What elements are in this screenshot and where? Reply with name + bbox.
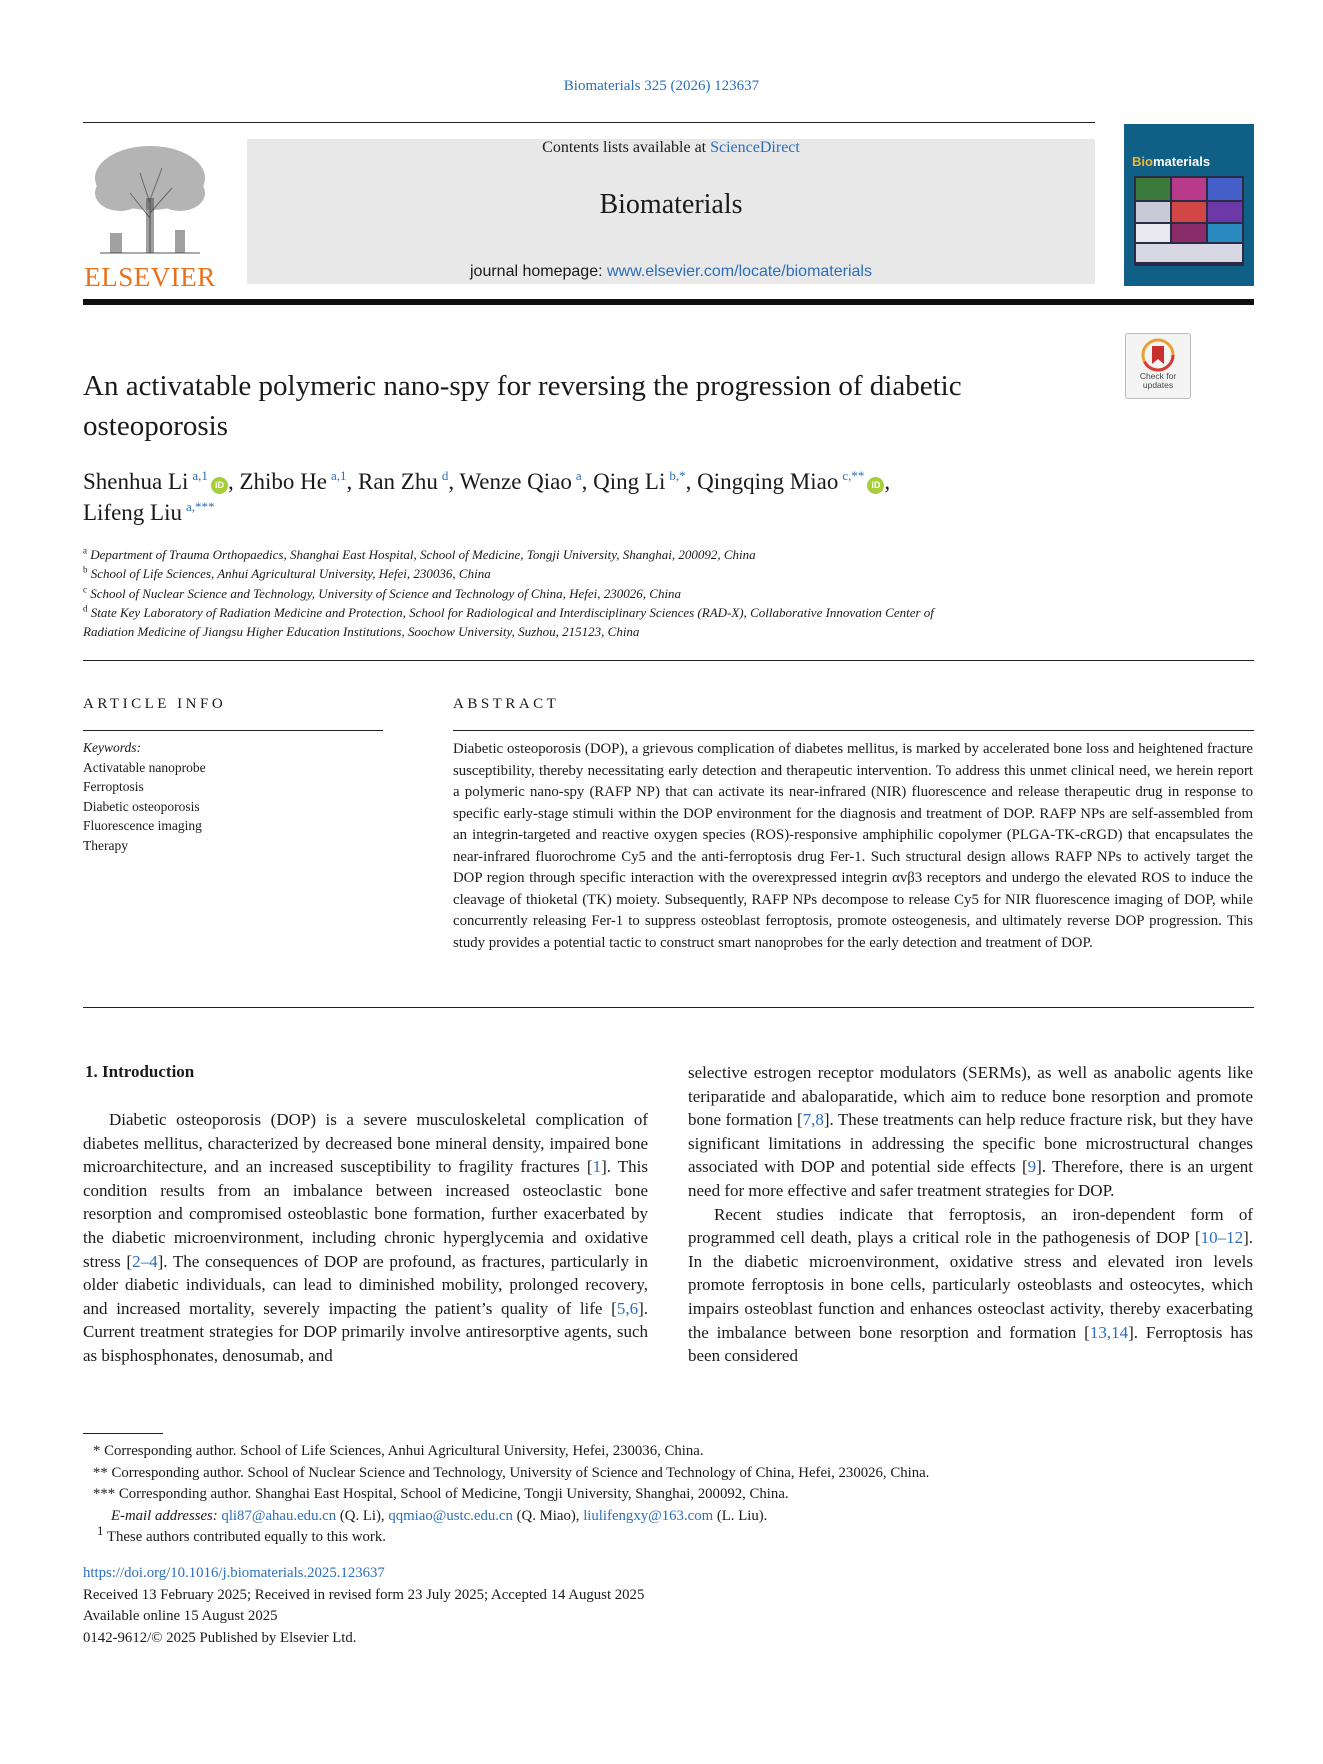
footnote-marker: *** [93, 1486, 119, 1502]
available-online-date: Available online 15 August 2025 [83, 1608, 278, 1624]
keywords-label: Keywords: [83, 740, 141, 755]
abstract-heading: ABSTRACT [453, 696, 560, 712]
author-separator: , [448, 469, 460, 494]
affiliation-item [83, 564, 1183, 583]
publication-info [83, 1563, 1183, 1649]
author-list [83, 466, 1143, 528]
affiliation-item [83, 584, 1183, 603]
body-text: ]. These treatments can help reduce fracture risk, but they have significant limitations in addressing the specific bone microstructural changes associated with DOP and potential side effects [ [688, 1110, 1253, 1177]
cover-title: Biomaterials [1132, 154, 1211, 169]
abstract-text: Diabetic osteoporosis (DOP), a grievous complication of diabetes mellitus, is marked by accelerated bone loss and heightened fracture susceptibility, thereby necessitating early detection and therapeutic intervention. To address this unmet clinical need, we herein report a polymeric nano-spy (RAFP NP) that can activate its near-infrared (NIR) fluorescence and release therapeutic drug in response to specific early-stage stimuli within the DOP environment for the diagnosis and treatment of DOP. RAFP NPs are self-assembled from an integrin-targeted and reactive oxygen species (ROS)-responsive amphiphilic copolymer (PLGA-TK-cRGD) that encapsulates the near-infrared fluorochrome Cy5 and the anti-ferroptosis drug Fer-1. Such structural design allows RAFP NPs to actively target the DOP region through specific interaction with the overexpressed integrin αvβ3 receptors and undergo the elevated ROS to induce the cleavage of thioketal (TK) moiety. Subsequently, RAFP NPs decompose to release Cy5 for NIR fluorescence imaging of DOP, while concurrently releasing Fer-1 to suppress osteoblast ferroptosis, promote osteogenesis, and ultimately reverse DOP progression. This study provides a potential tactic to construct smart nanoprobes for the early detection and treatment of DOP. [453, 741, 1253, 951]
journal-cover-thumbnail[interactable] [1124, 124, 1254, 286]
author-separator: , [227, 469, 240, 494]
author-separator: , [346, 469, 358, 494]
introduction-heading: 1. Introduction [85, 1062, 195, 1081]
body-text: selective estrogen receptor modulators (SERMs), as well as anabolic agents like teriparatide and abaloparatide, which aim to reduce bone resorption and promote bone formation [ [688, 1063, 1253, 1130]
affiliation-item [83, 622, 1183, 641]
journal-homepage-line [247, 263, 1095, 281]
footnote-text: Corresponding author. School of Nuclear Science and Technology, University of Science and Technology of China, Hefei, 230026, China. [111, 1464, 930, 1481]
author-affiliation-marker[interactable]: b,* [669, 468, 686, 484]
article-title: An activatable polymeric nano-spy for reversing the progression of diabetic osteoporosis [83, 370, 962, 442]
email-link[interactable]: qqmiao@ustc.edu.cn [388, 1507, 513, 1524]
keyword-item: Diabetic osteoporosis [83, 798, 200, 814]
keywords-block [83, 738, 206, 855]
author-affiliation-marker[interactable]: a,*** [186, 499, 215, 515]
body-text: ]. This condition results from an imbalance between increased osteoclastic bone resorption and compromised osteoblastic bone formation, further exacerbated by the diabetic microenvironment, including chronic hyperglycemia and oxidative stress [ [83, 1157, 649, 1271]
email-owner: (L. Liu). [713, 1507, 768, 1524]
footnotes-block [83, 1441, 1253, 1549]
reference-link[interactable]: 5,6 [616, 1298, 639, 1318]
author-affiliation-marker[interactable]: a [575, 468, 582, 484]
author-name[interactable]: Qingqing Miao [697, 469, 839, 494]
abstract-end-rule [83, 1007, 1254, 1008]
affiliation-item [83, 545, 1183, 564]
copyright-line: 0142-9612/© 2025 Published by Elsevier Ltd. [83, 1629, 357, 1646]
intro-paragraph-1 [83, 1108, 648, 1368]
reference-link[interactable]: 1 [592, 1157, 602, 1177]
author-name[interactable]: Zhibo He [239, 469, 327, 494]
affiliation-text: School of Life Sciences, Anhui Agricultural University, Hefei, 230036, China [87, 566, 491, 582]
body-text: ]. The consequences of DOP are profound, as fractures, particularly in older diabetic individuals, can lead to diminished mobility, prolonged recovery, and increased mortality, severely impacting the patient’s quality of life [ [83, 1251, 648, 1318]
email-addresses [83, 1506, 1253, 1528]
author-affiliation-marker[interactable]: c,** [842, 468, 865, 484]
affiliation-text: School of Nuclear Science and Technology, University of Science and Technology of China, Hefei, 230026, China [87, 585, 682, 601]
intro-paragraph-2 [688, 1203, 1253, 1368]
equal-contribution-note [83, 1523, 1253, 1549]
elsevier-wordmark: ELSEVIER [84, 262, 216, 292]
article-info-rule [83, 730, 383, 731]
body-text: ]. Current treatment strategies for DOP primarily involve antiresorptive agents, such as bisphosphonates, denosumab, and [83, 1298, 648, 1365]
author-separator: , [884, 469, 891, 494]
footnote-text: Corresponding author. Shanghai East Hospital, School of Medicine, Tongji University, Shanghai, 200092, China. [118, 1486, 789, 1502]
affiliation-text: Radiation Medicine of Jiangsu Higher Education Institutions, Soochow University, Suzhou, 215123, China [83, 624, 640, 640]
journal-masthead [247, 139, 1095, 284]
reference-link[interactable]: 2–4 [132, 1251, 158, 1271]
affiliation-marker: a [83, 545, 87, 556]
author-name[interactable]: Qing Li [593, 469, 666, 494]
body-text: ]. Therefore, there is an urgent need for more effective and safer treatment strategies for DOP. [688, 1157, 1253, 1200]
homepage-prefix: journal homepage: [470, 263, 607, 280]
header-thick-rule [83, 299, 1254, 305]
keyword-item: Fluorescence imaging [83, 818, 202, 833]
author-separator: , [581, 469, 594, 494]
footnote-text: Corresponding author. School of Life Sciences, Anhui Agricultural University, Hefei, 230036, China. [104, 1443, 704, 1459]
affiliation-marker: c [83, 584, 87, 595]
check-for-updates-label: Check for updates [1139, 371, 1177, 390]
header-top-rule [83, 122, 1095, 123]
journal-homepage-link[interactable]: www.elsevier.com/locate/biomaterials [606, 263, 872, 280]
footnote-rule [83, 1433, 163, 1434]
affiliation-list [83, 545, 1183, 641]
footnote-text: These authors contributed equally to this work. [103, 1529, 386, 1545]
cover-figure-graphic [1124, 124, 1254, 286]
email-link[interactable]: qli87@ahau.edu.cn [221, 1507, 337, 1524]
email-link[interactable]: liulifengxy@163.com [583, 1507, 714, 1524]
body-column-left [83, 1108, 648, 1368]
author-separator: , [685, 469, 698, 494]
reference-link[interactable]: 9 [1027, 1157, 1037, 1177]
check-for-updates-badge[interactable] [1125, 333, 1191, 399]
keyword-item: Ferroptosis [83, 779, 144, 794]
corresponding-author-note [83, 1484, 1253, 1506]
contents-available-line [247, 139, 1095, 157]
orcid-icon[interactable]: iD [211, 477, 228, 494]
footnote-marker: * [93, 1443, 105, 1459]
author-affiliation-marker[interactable]: a,1 [192, 468, 208, 484]
author-name[interactable]: Wenze Qiao [459, 469, 572, 494]
author-affiliation-marker[interactable]: a,1 [330, 468, 347, 484]
keyword-list [83, 758, 206, 856]
reference-link[interactable]: 7,8 [802, 1110, 824, 1130]
affiliation-text: State Key Laboratory of Radiation Medicine and Protection, School for Radiological and Interdisciplinary Sciences (RAD-X), Collaborative Innovation Center of [87, 604, 934, 620]
abstract-rule [453, 730, 1254, 731]
author-name[interactable]: Shenhua Li [83, 469, 189, 494]
affiliation-marker: d [83, 603, 88, 614]
email-owner: (Q. Miao), [512, 1507, 584, 1524]
sciencedirect-link[interactable]: ScienceDirect [710, 139, 800, 156]
author-affiliation-marker[interactable]: d [441, 468, 449, 484]
orcid-icon[interactable]: iD [867, 477, 884, 494]
intro-paragraph-1-continued [688, 1061, 1253, 1203]
received-dates: Received 13 February 2025; Received in revised form 23 July 2025; Accepted 14 August 2025 [83, 1586, 645, 1603]
affiliation-rule [83, 660, 1254, 661]
email-label: E-mail addresses: [111, 1507, 222, 1524]
affiliation-marker: b [83, 564, 88, 575]
footnote-marker: 1 [97, 1523, 104, 1539]
body-text: Recent studies indicate that ferroptosis, an iron-dependent form of programmed cell death, plays a critical role in the pathogenesis of DOP [ [688, 1204, 1253, 1248]
keyword-item: Therapy [83, 837, 128, 853]
corresponding-author-note [83, 1463, 1253, 1485]
affiliation-item [83, 603, 1183, 622]
journal-citation-link[interactable]: Biomaterials 325 (2026) 123637 [563, 78, 760, 94]
body-text: Diabetic osteoporosis (DOP) is a severe musculoskeletal complication of diabetes mellitus, characterized by decreased bone mineral density, impaired bone microarchitecture, and an increased susceptibility to fragility fractures [ [83, 1110, 648, 1177]
reference-link[interactable]: 10–12 [1200, 1228, 1244, 1248]
email-owner: (Q. Li), [336, 1507, 389, 1524]
author-name[interactable]: Ran Zhu [357, 469, 438, 494]
corresponding-author-note [83, 1441, 1253, 1463]
body-text: ]. In the diabetic microenvironment, oxidative stress and elevated iron levels promote ferroptosis in bone cells, particularly osteoblasts and osteocytes, which impairs osteoblast function and enhances osteoclast activity, thereby exacerbating the imbalance between bone resorption and formation [ [688, 1228, 1253, 1342]
body-text: ]. Ferroptosis has been considered [688, 1322, 1253, 1366]
reference-link[interactable]: 13,14 [1089, 1322, 1129, 1342]
body-column-right [688, 1061, 1253, 1368]
contents-prefix: Contents lists available at [542, 139, 711, 156]
article-info-heading: ARTICLE INFO [83, 696, 227, 712]
journal-name: Biomaterials [599, 189, 743, 220]
bookmark-icon [1126, 336, 1190, 376]
author-name[interactable]: Lifeng Liu [83, 500, 182, 525]
keyword-item: Activatable nanoprobe [83, 759, 206, 775]
footnote-marker: ** [93, 1464, 112, 1481]
affiliation-text: Department of Trauma Orthopaedics, Shanghai East Hospital, School of Medicine, Tongji University, Shanghai, 200092, China [87, 547, 756, 562]
doi-link[interactable]: https://doi.org/10.1016/j.biomaterials.2025.123637 [83, 1565, 385, 1581]
